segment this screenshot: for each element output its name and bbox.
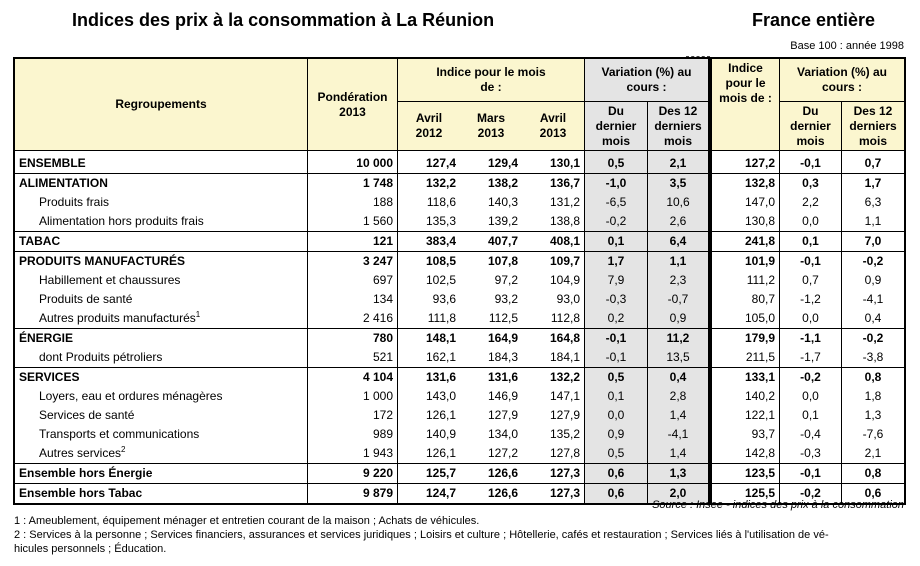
fr-row-var-12-mois: -7,6 — [862, 427, 884, 441]
row-mars-2013: 184,3 — [487, 350, 518, 364]
fr-header-variation-group — [780, 58, 906, 102]
fr-row-indice: 93,7 — [711, 425, 780, 444]
header-indice-group — [398, 58, 585, 102]
row-ponderation: 1 560 — [308, 212, 398, 232]
row-label-text: PRODUITS MANUFACTURÉS — [19, 254, 186, 268]
fr-row-indice: 111,2 — [711, 271, 780, 290]
fr-row-var-dernier-mois: -0,2 — [780, 368, 842, 388]
row-label — [14, 484, 308, 505]
row-ponderation: 2 416 — [308, 309, 398, 329]
row-avril-2012: 162,1 — [425, 350, 456, 364]
row-avril-2013: 112,8 — [522, 309, 585, 329]
table-row — [14, 406, 709, 425]
row-var-dernier-mois: 0,2 — [585, 309, 648, 329]
row-mars-2013: 107,8 — [460, 252, 522, 272]
row-var-12-mois: 13,5 — [648, 348, 710, 368]
row-label-text: Loyers, eau et ordures ménagères — [39, 389, 223, 403]
header-12-mois-line1: Des 12 — [658, 103, 698, 118]
row-label — [14, 406, 308, 425]
row-ponderation: 3 247 — [308, 252, 398, 272]
row-avril-2013: 127,3 — [522, 464, 585, 484]
row-var-12-mois: 2,1 — [648, 151, 710, 174]
row-ponderation: 10 000 — [308, 151, 398, 174]
row-mars-2013: 134,0 — [487, 427, 518, 441]
fr-row-var-dernier-mois: 0,0 — [780, 212, 842, 232]
fr-row-indice: 80,7 — [711, 290, 780, 309]
fr-header-12-mois — [842, 102, 906, 151]
row-label — [14, 174, 308, 194]
fr-row-indice: 241,8 — [711, 232, 780, 252]
row-label-text: Produits frais — [39, 195, 110, 209]
row-ponderation: 9 879 — [308, 484, 398, 505]
header-dernier-mois-line1: Du — [608, 103, 624, 118]
row-mars-2013: 146,9 — [487, 389, 518, 403]
row-ponderation: 121 — [308, 232, 398, 252]
row-var-12-mois: -4,1 — [648, 425, 710, 444]
row-label — [14, 252, 308, 272]
row-mars-2013: 164,9 — [460, 329, 522, 349]
header-avril-2012-year: 2012 — [415, 126, 443, 140]
header-mars-2013-year: 2013 — [477, 126, 505, 140]
row-mars-2013: 126,6 — [460, 484, 522, 505]
row-avril-2012: 126,1 — [425, 446, 456, 460]
fr-row-var-dernier-mois: 0,3 — [780, 174, 842, 194]
row-mars-2013: 126,6 — [460, 464, 522, 484]
row-var-dernier-mois: 0,5 — [585, 151, 648, 174]
france-table — [710, 57, 906, 505]
header-12-mois-line3: mois — [663, 133, 692, 148]
fr-row-indice: 179,9 — [711, 329, 780, 349]
row-avril-2012: 131,6 — [398, 368, 461, 388]
fr-header-12-mois-line2: derniers — [849, 118, 897, 133]
row-var-dernier-mois: 0,6 — [585, 484, 648, 505]
fr-row-var-dernier-mois: -0,1 — [780, 252, 842, 272]
table-row — [14, 444, 709, 464]
fr-row-var-dernier-mois: -0,3 — [780, 444, 842, 464]
row-avril-2012: 111,8 — [427, 311, 456, 325]
fr-row-var-12-mois: -3,8 — [862, 350, 884, 364]
fr-header-indice-line1: Indice — [728, 61, 763, 75]
fr-row-var-dernier-mois: -0,2 — [780, 484, 842, 505]
row-label-text: Services de santé — [39, 408, 135, 422]
fr-header-dernier-mois-line2: dernier — [790, 118, 831, 133]
row-label-text: dont Produits pétroliers — [39, 350, 163, 364]
row-ponderation: 989 — [308, 425, 398, 444]
row-avril-2012: 383,4 — [398, 232, 461, 252]
row-avril-2012: 127,4 — [425, 156, 456, 170]
row-var-12-mois: 2,3 — [648, 271, 710, 290]
row-var-12-mois: 3,5 — [648, 174, 710, 194]
row-var-12-mois: 1,1 — [648, 252, 710, 272]
row-var-dernier-mois: -6,5 — [585, 193, 648, 212]
row-avril-2013: 408,1 — [522, 232, 585, 252]
fr-row-indice: 127,2 — [711, 151, 780, 174]
row-avril-2013: 184,1 — [522, 348, 585, 368]
row-var-12-mois: 1,4 — [648, 406, 710, 425]
footnote-marker: 2 — [121, 445, 126, 454]
table-row — [711, 348, 905, 368]
footnote-1: 1 : Ameublement, équipement ménager et entretien courant de la maison ; Achats de véhicules. — [14, 515, 480, 527]
header-mars-2013 — [460, 102, 522, 151]
fr-row-var-12-mois: 7,0 — [842, 232, 906, 252]
fr-row-indice: 140,2 — [711, 387, 780, 406]
row-var-12-mois: 1,3 — [648, 464, 710, 484]
header-dernier-mois — [585, 102, 648, 151]
row-avril-2013: 104,9 — [522, 271, 585, 290]
row-label — [14, 329, 308, 349]
table-row — [711, 425, 905, 444]
row-var-dernier-mois: -0,3 — [585, 290, 648, 309]
header-12-mois-line2: derniers — [654, 118, 702, 133]
fr-row-var-dernier-mois: 0,0 — [780, 387, 842, 406]
fr-header-dernier-mois-line1: Du — [802, 103, 819, 118]
table-row — [711, 151, 905, 174]
table-row — [711, 329, 905, 349]
table-row — [14, 193, 709, 212]
row-ponderation: 1 748 — [308, 174, 398, 194]
fr-row-var-12-mois: 0,8 — [842, 464, 906, 484]
row-label-text: Alimentation hors produits frais — [39, 214, 204, 228]
table-row — [14, 387, 709, 406]
source-note: Source : Insee - indices des prix à la consommation — [652, 499, 904, 511]
row-label-text: Transports et communications — [39, 427, 200, 441]
row-avril-2013: 147,1 — [522, 387, 585, 406]
row-var-dernier-mois: 1,7 — [585, 252, 648, 272]
row-var-12-mois: -0,7 — [648, 290, 710, 309]
header-regroupements: Regroupements — [14, 58, 308, 151]
row-label-text: Ensemble hors Énergie — [19, 466, 153, 480]
table-row — [711, 271, 905, 290]
row-avril-2013: 135,2 — [522, 425, 585, 444]
fr-row-var-dernier-mois: 0,1 — [780, 232, 842, 252]
row-label — [14, 444, 308, 464]
fr-header-indice — [711, 58, 780, 151]
row-label — [14, 348, 308, 368]
row-mars-2013: 93,2 — [494, 292, 518, 306]
header-ponderation-year: 2013 — [339, 104, 366, 119]
table-row — [14, 309, 709, 329]
fr-row-var-dernier-mois: -0,4 — [780, 425, 842, 444]
table-row — [14, 212, 709, 232]
header-dernier-mois-line3: mois — [601, 133, 630, 148]
row-mars-2013: 139,2 — [487, 214, 518, 228]
fr-header-indice-line3: mois de : — [719, 91, 772, 105]
header-dernier-mois-line2: dernier — [595, 118, 637, 133]
header-avril-2013-year: 2013 — [539, 126, 567, 140]
row-var-12-mois: 2,0 — [648, 484, 710, 505]
row-var-12-mois: 11,2 — [648, 329, 710, 349]
row-avril-2012: 143,0 — [425, 389, 456, 403]
header-indice-group-label: Indice pour le mois de : — [436, 65, 546, 94]
row-ponderation: 521 — [308, 348, 398, 368]
france-table-header — [711, 58, 905, 151]
header-12-mois — [648, 102, 710, 151]
row-ponderation: 1 000 — [308, 387, 398, 406]
row-var-dernier-mois: 0,1 — [585, 232, 648, 252]
row-mars-2013: 127,9 — [487, 408, 518, 422]
row-var-12-mois: 10,6 — [648, 193, 710, 212]
row-ponderation: 134 — [308, 290, 398, 309]
row-avril-2013: 93,0 — [522, 290, 585, 309]
row-avril-2012: 126,1 — [425, 408, 456, 422]
fr-row-var-12-mois: 0,8 — [842, 368, 906, 388]
fr-row-var-12-mois: 1,8 — [864, 389, 882, 403]
row-label — [14, 151, 308, 174]
fr-row-var-12-mois: 1,7 — [842, 174, 906, 194]
reunion-table — [13, 57, 710, 505]
header-mars-2013-month: Mars — [476, 111, 505, 125]
fr-row-indice: 147,0 — [711, 193, 780, 212]
table-row — [711, 212, 905, 232]
fr-header-dernier-mois-line3: mois — [796, 133, 825, 148]
row-var-12-mois: 0,4 — [648, 368, 710, 388]
row-mars-2013: 97,2 — [494, 273, 518, 287]
table-row — [711, 290, 905, 309]
row-label-text: ALIMENTATION — [19, 176, 108, 190]
row-mars-2013: 131,6 — [460, 368, 522, 388]
row-avril-2013: 127,9 — [522, 406, 585, 425]
row-label — [14, 232, 308, 252]
header-ponderation-label: Pondération — [317, 89, 388, 104]
footnote-2-line1: 2 : Services à la personne ; Services financiers, assurances et services juridiques ; Loisirs et culture ; Hôtellerie, cafés et restauration ; Services liés à l'utilisation de vé- — [14, 529, 829, 541]
row-avril-2012: 93,6 — [432, 292, 456, 306]
footnote-2-line2: hicules personnels ; Éducation. — [14, 543, 167, 555]
row-avril-2012: 132,2 — [398, 174, 461, 194]
fr-row-var-12-mois: -0,2 — [842, 252, 906, 272]
row-avril-2013: 109,7 — [522, 252, 585, 272]
table-row — [14, 151, 709, 174]
row-avril-2012: 125,7 — [398, 464, 461, 484]
row-label-text: Habillement et chaussures — [39, 273, 181, 287]
fr-row-var-12-mois: 1,1 — [864, 214, 882, 228]
fr-row-indice: 142,8 — [711, 444, 780, 464]
row-avril-2013: 127,3 — [522, 484, 585, 505]
row-label — [14, 425, 308, 444]
row-label-text: Autres produits manufacturés — [39, 311, 196, 325]
row-mars-2013: 112,5 — [488, 311, 518, 325]
table-row — [14, 252, 709, 272]
row-label-text: Produits de santé — [39, 292, 133, 306]
row-mars-2013: 127,2 — [487, 446, 518, 460]
fr-row-var-12-mois: 2,1 — [864, 446, 882, 460]
reunion-table-body — [14, 151, 709, 505]
row-var-12-mois: 6,4 — [648, 232, 710, 252]
fr-row-var-dernier-mois: -1,2 — [780, 290, 842, 309]
table-row — [711, 174, 905, 194]
row-mars-2013: 140,3 — [487, 195, 518, 209]
fr-row-var-12-mois: -0,2 — [842, 329, 906, 349]
row-avril-2013: 136,7 — [522, 174, 585, 194]
fr-row-var-12-mois: 1,3 — [864, 408, 882, 422]
row-label-text: TABAC — [19, 234, 61, 248]
france-table-body — [711, 151, 905, 505]
row-var-dernier-mois: -0,1 — [585, 329, 648, 349]
row-avril-2012: 118,6 — [426, 195, 456, 209]
row-var-12-mois: 1,4 — [648, 444, 710, 464]
table-row — [14, 174, 709, 194]
row-ponderation: 188 — [308, 193, 398, 212]
table-row — [14, 329, 709, 349]
fr-row-indice: 101,9 — [711, 252, 780, 272]
row-label — [14, 193, 308, 212]
row-avril-2013: 130,1 — [522, 151, 585, 174]
header-avril-2013 — [522, 102, 585, 151]
row-ponderation: 697 — [308, 271, 398, 290]
row-avril-2012: 148,1 — [398, 329, 461, 349]
fr-row-indice: 125,5 — [711, 484, 780, 505]
fr-header-indice-line2: pour le — [725, 76, 766, 90]
table-row — [711, 464, 905, 484]
page-title: Indices des prix à la consommation à La Réunion — [72, 10, 495, 30]
fr-row-var-12-mois: 6,3 — [864, 195, 882, 209]
header-variation-group-label: Variation (%) au cours : — [601, 65, 692, 94]
header-avril-2013-month: Avril — [539, 111, 567, 125]
row-var-dernier-mois: 0,9 — [585, 425, 648, 444]
row-var-dernier-mois: 0,5 — [585, 444, 648, 464]
table-row — [14, 464, 709, 484]
table-row — [711, 193, 905, 212]
fr-row-indice: 211,5 — [711, 348, 780, 368]
table-row — [711, 444, 905, 464]
row-label-text: Autres services — [39, 446, 122, 460]
france-title: France entière — [752, 10, 876, 30]
table-row — [14, 348, 709, 368]
row-ponderation: 172 — [308, 406, 398, 425]
fr-row-var-dernier-mois: -1,7 — [780, 348, 842, 368]
row-avril-2013: 138,8 — [522, 212, 585, 232]
row-var-dernier-mois: 7,9 — [585, 271, 648, 290]
row-label-text: ENSEMBLE — [19, 156, 86, 170]
header-ponderation — [308, 58, 398, 151]
row-avril-2013: 127,8 — [522, 444, 585, 464]
row-avril-2012: 102,5 — [425, 273, 456, 287]
row-mars-2013: 407,7 — [460, 232, 522, 252]
row-ponderation: 4 104 — [308, 368, 398, 388]
row-label — [14, 309, 308, 329]
table-row — [711, 232, 905, 252]
fr-row-var-12-mois: 0,7 — [864, 156, 882, 170]
fr-row-var-dernier-mois: -0,1 — [780, 464, 842, 484]
row-label — [14, 271, 308, 290]
row-ponderation: 1 943 — [308, 444, 398, 464]
fr-row-var-12-mois: 0,6 — [842, 484, 906, 505]
row-avril-2012: 135,3 — [425, 214, 456, 228]
fr-row-var-dernier-mois: 0,7 — [780, 271, 842, 290]
fr-row-var-dernier-mois: -1,1 — [780, 329, 842, 349]
table-row — [711, 252, 905, 272]
table-row — [711, 406, 905, 425]
row-ponderation: 780 — [308, 329, 398, 349]
row-var-dernier-mois: -0,1 — [585, 348, 648, 368]
row-var-12-mois: 2,6 — [648, 212, 710, 232]
row-var-dernier-mois: -0,2 — [585, 212, 648, 232]
row-label — [14, 368, 308, 388]
footnotes — [14, 514, 914, 556]
row-var-12-mois: 0,9 — [648, 309, 710, 329]
fr-row-indice: 105,0 — [711, 309, 780, 329]
table-row — [14, 290, 709, 309]
row-var-12-mois: 2,8 — [648, 387, 710, 406]
row-avril-2012: 108,5 — [398, 252, 461, 272]
row-var-dernier-mois: 0,1 — [585, 387, 648, 406]
footnote-marker: 1 — [195, 310, 201, 319]
table-row — [14, 271, 709, 290]
row-label — [14, 464, 308, 484]
fr-row-var-dernier-mois: 0,0 — [780, 309, 842, 329]
fr-row-indice: 123,5 — [711, 464, 780, 484]
row-var-dernier-mois: 0,5 — [585, 368, 648, 388]
row-mars-2013: 129,4 — [487, 156, 518, 170]
row-avril-2012: 124,7 — [398, 484, 461, 505]
row-avril-2013: 132,2 — [522, 368, 585, 388]
fr-row-var-dernier-mois: 2,2 — [780, 193, 842, 212]
base-note: Base 100 : année 1998 — [790, 40, 904, 52]
row-mars-2013: 138,2 — [460, 174, 522, 194]
row-label — [14, 212, 308, 232]
fr-row-indice: 130,8 — [711, 212, 780, 232]
row-label-text: SERVICES — [19, 370, 80, 384]
header-variation-group — [585, 58, 710, 102]
header-avril-2012-month: Avril — [415, 111, 443, 125]
row-avril-2013: 164,8 — [522, 329, 585, 349]
fr-header-12-mois-line3: mois — [858, 133, 887, 148]
fr-row-var-dernier-mois: -0,1 — [780, 151, 842, 174]
fr-row-var-12-mois: -4,1 — [862, 292, 884, 306]
row-label — [14, 387, 308, 406]
fr-row-indice: 133,1 — [711, 368, 780, 388]
table-row — [711, 309, 905, 329]
table-row — [14, 368, 709, 388]
row-avril-2012: 140,9 — [425, 427, 456, 441]
header-avril-2012 — [398, 102, 461, 151]
fr-header-dernier-mois — [780, 102, 842, 151]
row-label-text: Ensemble hors Tabac — [19, 486, 143, 500]
row-var-dernier-mois: -1,0 — [585, 174, 648, 194]
row-avril-2013: 131,2 — [522, 193, 585, 212]
table-row — [14, 484, 709, 505]
fr-row-var-dernier-mois: 0,1 — [780, 406, 842, 425]
table-row — [711, 368, 905, 388]
table-row — [14, 425, 709, 444]
fr-row-var-12-mois: 0,9 — [864, 273, 882, 287]
row-label — [14, 290, 308, 309]
fr-header-variation-label: Variation (%) au cours : — [796, 65, 888, 94]
table-row — [14, 232, 709, 252]
fr-header-12-mois-line1: Des 12 — [853, 103, 893, 118]
row-ponderation: 9 220 — [308, 464, 398, 484]
fr-row-indice: 132,8 — [711, 174, 780, 194]
row-var-dernier-mois: 0,6 — [585, 464, 648, 484]
fr-row-var-12-mois: 0,4 — [864, 311, 882, 325]
table-row — [711, 387, 905, 406]
row-var-dernier-mois: 0,0 — [585, 406, 648, 425]
reunion-table-header — [14, 58, 709, 151]
fr-row-indice: 122,1 — [711, 406, 780, 425]
row-label-text: ÉNERGIE — [19, 331, 74, 345]
